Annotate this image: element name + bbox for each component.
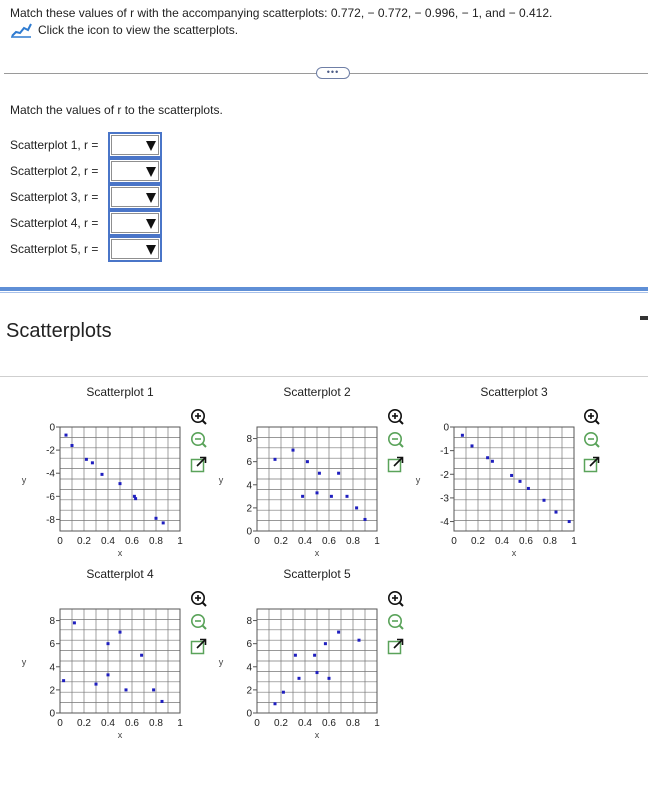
popout-icon[interactable] [583,456,601,474]
zoom-out-icon[interactable] [190,431,208,449]
x-tick-label: 1 [177,536,183,547]
x-tick-label: 0.4 [298,536,312,547]
x-tick-label: 1 [571,536,577,547]
scatter-point [328,677,331,680]
scatter-point [471,444,474,447]
y-tick-label: 4 [49,662,55,674]
y-tick-label: 0 [49,708,55,720]
x-tick-label: 0.2 [274,718,288,729]
x-tick-label: 0.2 [274,536,288,547]
x-tick-label: 0.6 [322,718,336,729]
scatter-point [95,683,98,686]
y-tick-label: 4 [246,662,252,674]
x-axis-label: x [314,548,320,558]
scatter-point [140,654,143,657]
x-tick-label: 0.2 [77,536,91,547]
zoom-in-icon[interactable] [190,408,208,426]
match-row [10,132,110,158]
scatterplot-1 [18,380,188,560]
chart-title: Scatterplot 1 [86,385,154,399]
r-select-4[interactable] [108,210,162,236]
scatter-point [65,434,68,437]
y-axis-label: y [415,475,421,485]
panel-divider [0,376,648,377]
scatter-point [568,520,571,523]
zoom-out-icon[interactable] [387,431,405,449]
scatter-point [125,688,128,691]
scatter-point [555,511,558,514]
scatter-point [324,642,327,645]
row-label: Scatterplot 2, r = [10,164,99,178]
x-tick-label: 0.4 [495,536,509,547]
scatter-point [330,495,333,498]
x-tick-label: 0.6 [519,536,533,547]
y-tick-label: 8 [49,616,55,628]
x-tick-label: 0.8 [149,536,163,547]
x-tick-label: 0 [254,536,260,547]
section-separator [0,287,648,291]
scatter-point [486,456,489,459]
x-tick-label: 0.8 [346,718,360,729]
scatter-point [301,495,304,498]
zoom-out-icon[interactable] [190,613,208,631]
scatter-point [155,517,158,520]
y-tick-label: -6 [46,491,55,503]
scatter-point [491,460,494,463]
r-select-2[interactable] [108,158,162,184]
r-select-1[interactable] [108,132,162,158]
x-tick-label: 0.8 [346,536,360,547]
y-tick-label: 0 [443,422,449,434]
y-tick-label: 0 [49,422,55,434]
x-tick-label: 0.8 [149,718,163,729]
zoom-in-icon[interactable] [387,590,405,608]
x-axis-label: x [314,730,320,740]
x-tick-label: 0.2 [471,536,485,547]
scatter-point [292,449,295,452]
scatterplot-5 [215,562,385,742]
zoom-out-icon[interactable] [583,431,601,449]
match-row [10,184,110,210]
y-tick-label: -4 [46,468,55,480]
hint-link[interactable] [10,22,238,38]
scatter-point [316,671,319,674]
scatter-point [62,679,65,682]
y-tick-label: 6 [246,639,252,651]
x-tick-label: 0 [57,536,63,547]
scatter-point [107,642,110,645]
y-tick-label: -2 [46,445,55,457]
scatter-point [519,480,522,483]
scatter-point [355,506,358,509]
x-tick-label: 0.4 [101,536,115,547]
chart-title: Scatterplot 3 [480,385,548,399]
scatter-point [294,654,297,657]
y-axis-label: y [21,475,27,485]
x-tick-label: 0 [451,536,457,547]
scatter-point [543,499,546,502]
row-label: Scatterplot 4, r = [10,216,99,230]
match-row [10,236,110,262]
x-tick-label: 0.2 [77,718,91,729]
y-tick-label: 0 [246,708,252,720]
row-label: Scatterplot 5, r = [10,242,99,256]
y-axis-label: y [21,657,27,667]
match-instruction: Match the values of r to the scatterplots. [10,103,223,117]
scatter-point [358,639,361,642]
scatter-point [152,688,155,691]
scatter-point [85,458,88,461]
zoom-in-icon[interactable] [583,408,601,426]
scatterplot-4 [18,562,188,742]
scatter-point [119,482,122,485]
scatter-point [461,434,464,437]
dropdown-arrow-icon [146,193,156,203]
r-select-5[interactable] [108,236,162,262]
scatter-point [510,474,513,477]
x-tick-label: 0.8 [543,536,557,547]
dropdown-arrow-icon [146,245,156,255]
x-tick-label: 1 [177,718,183,729]
dropdown-arrow-icon [146,219,156,229]
popout-icon[interactable] [387,638,405,656]
scatter-point [346,495,349,498]
popout-icon[interactable] [387,456,405,474]
y-tick-label: 8 [246,434,252,446]
scatterplots-title: Scatterplots [6,320,112,342]
y-tick-label: 0 [246,526,252,538]
x-tick-label: 0.4 [298,718,312,729]
x-tick-label: 0.6 [125,718,139,729]
y-tick-label: 8 [246,616,252,628]
scatter-point [337,631,340,634]
scatter-point [162,521,165,524]
x-tick-label: 0 [57,718,63,729]
y-tick-label: -8 [46,514,55,526]
scatter-point [71,444,74,447]
x-tick-label: 1 [374,718,380,729]
match-row [10,210,110,236]
scatter-point [316,491,319,494]
scatterplot-2 [215,380,385,560]
zoom-in-icon[interactable] [387,408,405,426]
match-row [10,158,110,184]
y-tick-label: -2 [440,469,449,481]
row-label: Scatterplot 1, r = [10,138,99,152]
x-tick-label: 0.4 [101,718,115,729]
y-tick-label: -4 [440,517,449,529]
chart-line-icon[interactable] [10,22,32,38]
y-tick-label: 4 [246,480,252,492]
scatter-point [306,460,309,463]
y-tick-label: -1 [440,446,449,458]
y-tick-label: 2 [246,503,252,515]
hint-text: Click the icon to view the scatterplots. [38,23,239,37]
scatter-point [298,677,301,680]
y-tick-label: 6 [49,639,55,651]
question-text: Match these values of r with the accompanying scatterplots: 0.772, − 0.772, − 0.996, − 1, and − 0.412. [10,6,553,20]
scatter-point [282,691,285,694]
scatter-point [313,654,316,657]
r-select-3[interactable] [108,184,162,210]
scatter-point [274,458,277,461]
scatter-point [101,473,104,476]
zoom-out-icon[interactable] [387,613,405,631]
scatter-point [161,700,164,703]
dropdown-arrow-icon [146,167,156,177]
scatter-point [107,673,110,676]
y-axis-label: y [218,657,224,667]
scatter-point [337,472,340,475]
x-tick-label: 0.6 [125,536,139,547]
chart-title: Scatterplot 2 [283,385,351,399]
y-axis-label: y [218,475,224,485]
scatter-point [91,461,94,464]
popout-icon[interactable] [190,638,208,656]
y-tick-label: -3 [440,493,449,505]
x-axis-label: x [117,730,123,740]
x-axis-label: x [511,548,517,558]
section-separator-light [0,292,648,293]
scatter-point [134,497,137,500]
dropdown-arrow-icon [146,141,156,151]
chart-title: Scatterplot 4 [86,567,154,581]
zoom-in-icon[interactable] [190,590,208,608]
scatter-point [73,621,76,624]
popout-icon[interactable] [190,456,208,474]
scrollbar-handle[interactable] [640,316,648,320]
scatter-point [119,631,122,634]
scatter-point [364,518,367,521]
x-axis-label: x [117,548,123,558]
chart-title: Scatterplot 5 [283,567,351,581]
x-tick-label: 0.6 [322,536,336,547]
scatter-point [318,472,321,475]
x-tick-label: 0 [254,718,260,729]
more-button[interactable]: ••• [316,67,350,79]
scatterplot-3 [412,380,582,560]
y-tick-label: 6 [246,457,252,469]
x-tick-label: 1 [374,536,380,547]
row-label: Scatterplot 3, r = [10,190,99,204]
scatter-point [274,702,277,705]
scatter-point [527,487,530,490]
y-tick-label: 2 [49,685,55,697]
y-tick-label: 2 [246,685,252,697]
